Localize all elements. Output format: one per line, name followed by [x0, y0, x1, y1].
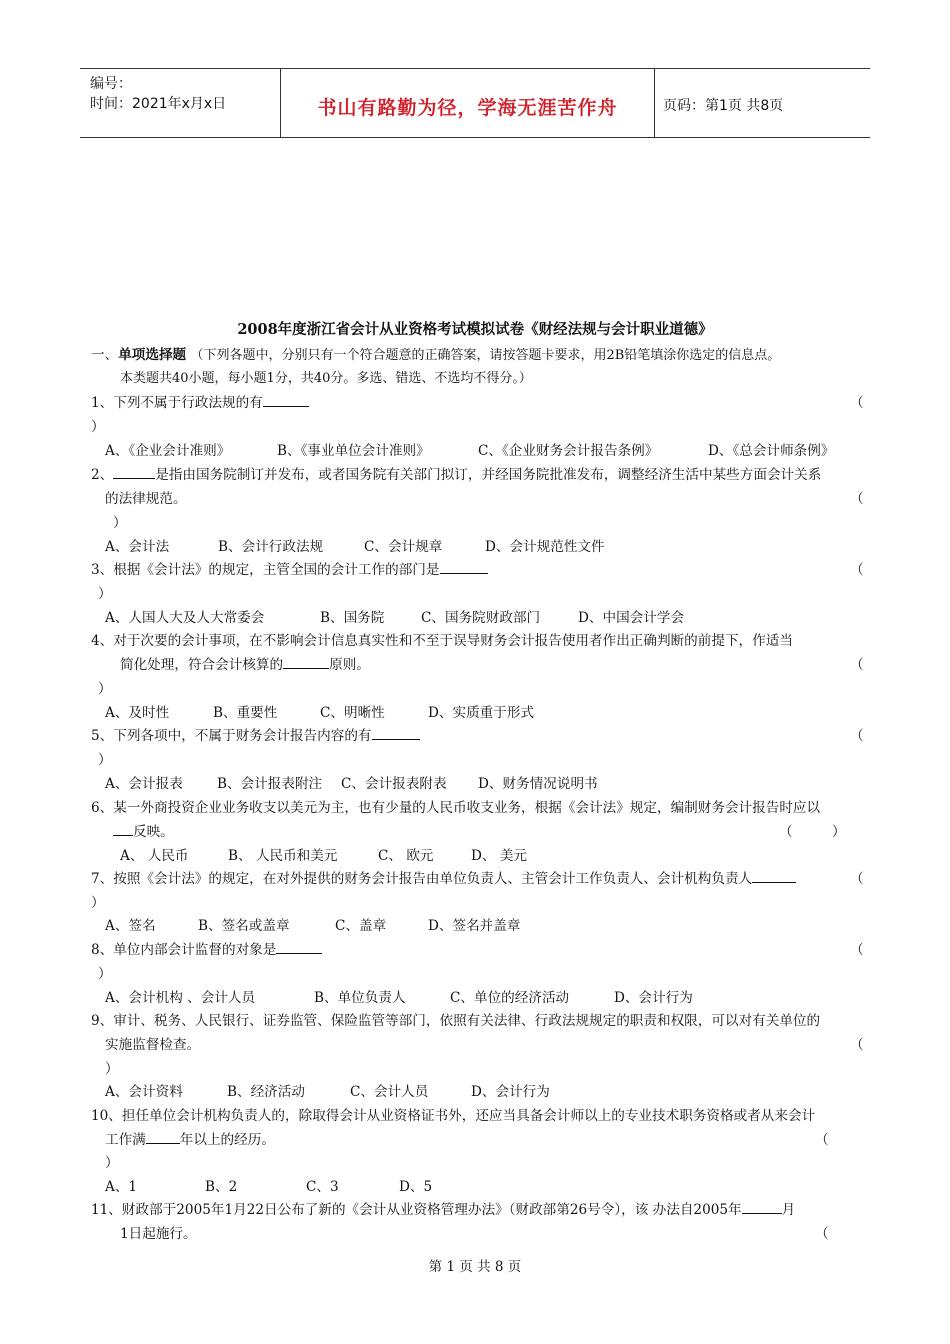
- paren-close: ）: [113, 515, 127, 531]
- motto-text: 书山有路勤为径，学海无涯苦作舟: [317, 97, 618, 119]
- paren-open: （: [815, 1132, 829, 1148]
- paren-open: （: [850, 1037, 864, 1053]
- q6-option-c: C、 欧元: [378, 848, 434, 864]
- q1-option-d: D、《总会计师条例》: [708, 443, 835, 459]
- answer-blank: [742, 1201, 782, 1214]
- q5-option-b: B、会计报表附注: [217, 776, 323, 792]
- q10-option-c: C、3: [306, 1179, 339, 1195]
- q2-option-c: C、会计规章: [364, 539, 443, 555]
- paren-open: （: [850, 562, 864, 578]
- paren-open: （: [779, 824, 793, 840]
- q3-option-d: D、中国会计学会: [578, 610, 685, 626]
- q4-option-c: C、明晰性: [320, 705, 385, 721]
- answer-blank: [276, 941, 322, 954]
- section-instructions: （下列各题中，分别只有一个符合题意的正确答案，请按答题卡要求，用2B铅笔填涂你选定的信息点。: [190, 348, 781, 363]
- question-9-stem: 9、审计、税务、人民银行、证券监管、保险监管等部门，依照有关法律、行政法规规定的职责和权限，可以对有关单位的: [91, 1013, 821, 1029]
- q6-option-d: D、 美元: [471, 848, 528, 864]
- header-motto-cell: [280, 69, 655, 137]
- q7-option-b: B、签名或盖章: [198, 918, 290, 934]
- q3-option-c: C、国务院财政部门: [421, 610, 541, 626]
- paren-close: ）: [105, 1155, 119, 1171]
- q7-option-a: A、签名: [105, 918, 156, 934]
- time-label: 时间：2021年x月x日: [90, 96, 227, 112]
- paren-close: ）: [98, 752, 112, 768]
- paren-open: （: [850, 657, 864, 673]
- header-left-cell: [80, 69, 280, 137]
- q9-option-c: C、会计人员: [350, 1084, 429, 1100]
- answer-blank: [113, 466, 155, 479]
- q8-option-c: C、单位的经济活动: [450, 990, 570, 1006]
- q4-option-b: B、重要性: [213, 705, 278, 721]
- q5-option-a: A、会计报表: [105, 776, 183, 792]
- paren-open: （: [850, 871, 864, 887]
- paren-close: ）: [98, 586, 112, 602]
- page-info: 页码：第1页 共8页: [663, 98, 784, 114]
- q2-option-a: A、会计法: [105, 539, 170, 555]
- question-11-stem-cont: 1日起施行。: [120, 1226, 197, 1242]
- answer-blank: [372, 727, 420, 740]
- q9-option-d: D、会计行为: [471, 1084, 550, 1100]
- question-10-stem-cont: 工作满 年以上的经历。: [105, 1132, 275, 1148]
- answer-blank: [113, 823, 133, 836]
- question-9-stem-cont: 实施监督检查。: [105, 1037, 201, 1053]
- section-instructions-cont: 本类题共40小题，每小题1分，共40分。多选、错选、不选均不得分。）: [120, 371, 532, 386]
- q3-option-a: A、人国人大及人大常委会: [105, 610, 265, 626]
- number-label: 编号：: [90, 76, 132, 92]
- paren-open: （: [850, 728, 864, 744]
- answer-blank: [440, 561, 488, 574]
- question-4-stem: 4、对于次要的会计事项，在不影响会计信息真实性和不至于误导财务会计报告使用者作出正确判断的前提下，作适当: [91, 633, 793, 649]
- q9-option-b: B、经济活动: [227, 1084, 305, 1100]
- paren-close: ）: [105, 1061, 119, 1077]
- q5-option-c: C、会计报表附表: [341, 776, 447, 792]
- question-5-stem: 5、下列各项中，不属于财务会计报告内容的有: [91, 724, 420, 744]
- question-7-stem: 7、按照《会计法》的规定，在对外提供的财务会计报告由单位负责人、主管会计工作负责人、会计机构负责人: [91, 867, 796, 887]
- exam-title: 2008年度浙江省会计从业资格考试模拟试卷《财经法规与会计职业道德》: [237, 321, 713, 338]
- answer-blank: [283, 656, 329, 669]
- section-number: 一、: [91, 347, 119, 363]
- answer-blank: [263, 394, 309, 407]
- paren-close: ）: [98, 966, 112, 982]
- question-6-stem-cont: 反映。: [113, 820, 174, 840]
- q1-option-a: A、《企业会计准则》: [105, 443, 231, 459]
- q7-option-d: D、签名并盖章: [428, 918, 521, 934]
- paren-open: （: [850, 942, 864, 958]
- q7-option-c: C、盖章: [335, 918, 387, 934]
- question-6-stem: 6、某一外商投资企业业务收支以美元为主，也有少量的人民币收支业务，根据《会计法》规定，编制财务会计报告时应以: [91, 800, 821, 816]
- question-10-stem: 10、担任单位会计机构负责人的，除取得会计从业资格证书外，还应当具备会计师以上的专业技术职务资格或者从来会计: [91, 1108, 816, 1124]
- q10-option-b: B、2: [205, 1179, 238, 1195]
- q4-option-d: D、实质重于形式: [428, 705, 535, 721]
- paren-close: ）: [91, 419, 105, 435]
- paren-close: ）: [832, 824, 846, 840]
- q4-option-a: A、及时性: [105, 705, 170, 721]
- paren-close: ）: [98, 681, 112, 697]
- question-11-stem: 11、财政部于2005年1月22日公布了新的《会计从业资格管理办法》（财政部第26号令），该 办法自2005年 月: [91, 1202, 796, 1218]
- q8-option-b: B、单位负责人: [314, 990, 406, 1006]
- question-8-stem: 8、单位内部会计监督的对象是: [91, 938, 322, 958]
- q6-option-b: B、 人民币和美元: [228, 848, 338, 864]
- q1-option-b: B、《事业单位会计准则》: [277, 443, 430, 459]
- q10-option-d: D、5: [399, 1179, 433, 1195]
- paren-open: （: [850, 395, 864, 411]
- paren-close: ）: [91, 895, 105, 911]
- answer-blank: [752, 870, 796, 883]
- q1-option-c: C、《企业财务会计报告条例》: [478, 443, 659, 459]
- question-2-stem-cont: 的法律规范。: [105, 491, 187, 507]
- question-1-stem: 1、下列不属于行政法规的有: [91, 391, 309, 411]
- q2-option-b: B、会计行政法规: [218, 539, 324, 555]
- q10-option-a: A、1: [105, 1179, 138, 1195]
- section-heading: [91, 343, 780, 363]
- q5-option-d: D、财务情况说明书: [478, 776, 598, 792]
- question-3-stem: 3、根据《会计法》的规定，主管全国的会计工作的部门是: [91, 558, 488, 578]
- paren-open: （: [850, 491, 864, 507]
- answer-blank: [146, 1131, 180, 1144]
- paren-open: （: [815, 1226, 829, 1242]
- page-footer: 第 1 页 共 8 页: [428, 1259, 522, 1275]
- page-header: [80, 68, 870, 138]
- question-4-stem-cont: 简化处理，符合会计核算的 原则。: [120, 657, 370, 673]
- q8-option-a: A、会计机构 、会计人员: [105, 990, 256, 1006]
- q8-option-d: D、会计行为: [614, 990, 693, 1006]
- q9-option-a: A、会计资料: [105, 1084, 183, 1100]
- q2-option-d: D、会计规范性文件: [485, 539, 605, 555]
- q3-option-b: B、国务院: [320, 610, 385, 626]
- question-2-stem: 2、 是指由国务院制订并发布，或者国务院有关部门拟订，并经国务院批准发布，调整经济生活中某些方面会计关系: [91, 467, 822, 483]
- q6-option-a: A、 人民币: [120, 848, 189, 864]
- section-title: 单项选择题: [118, 347, 187, 363]
